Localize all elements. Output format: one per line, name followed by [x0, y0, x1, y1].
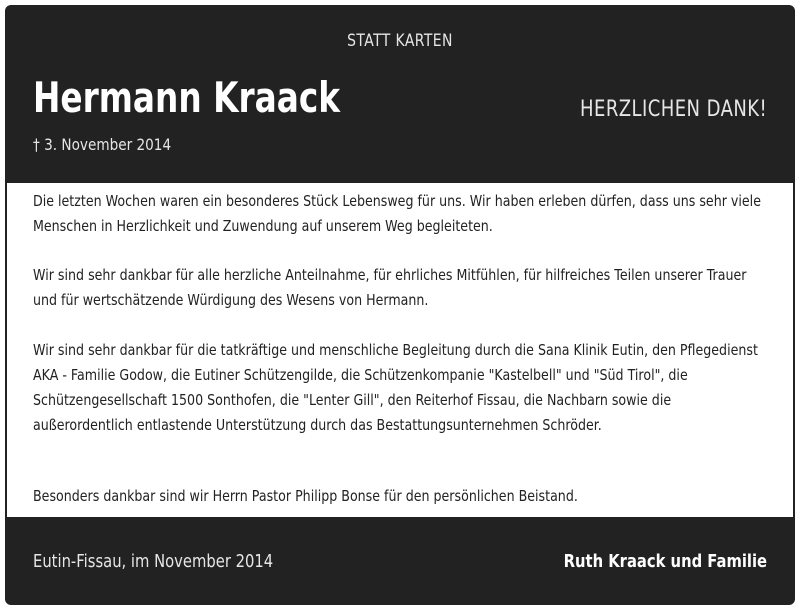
message-paragraph-2: Wir sind sehr dankbar für alle herzliche Anteilnahme, für ehrliches Mitfühlen, für hilfreiches Teilen unserer Trauer und für wertschätzende Würdigung des Wesens von Hermann. [33, 266, 747, 309]
message-paragraph-3: Wir sind sehr dankbar für die tatkräftige und menschliche Begleitung durch die Sana Klinik Eutin, den Pflegedienst AKA - Familie Godow, die Eutiner Schützengilde, die Schützenkompanie "Kastelbell" und "Süd Tirol", die Schützengesellschaft 1500 Sonthofen, die "Lenter Gill", den Reiterhof Fissau, die Nachbarn sowie die außerordentlich entlastende Unterstützung durch das Bestattungsunternehmen Schröder. [33, 341, 758, 434]
message-paragraph-4: Besonders dankbar sind wir Herrn Pastor Philipp Bonse für den persönlichen Beistand. [33, 487, 578, 505]
message-panel [7, 183, 793, 517]
place-and-date: Eutin-Fissau, im November 2014 [33, 551, 274, 572]
thanks-heading: HERZLICHEN DANK! [579, 97, 767, 122]
obituary-card [5, 5, 795, 605]
message-paragraph-1: Die letzten Wochen waren ein besonderes Stück Lebensweg für uns. Wir haben erleben dürfen, dass uns sehr viele Menschen in Herzlichkeit und Zuwendung auf unserem Weg begleiteten. [33, 192, 761, 235]
signature: Ruth Kraack und Familie [563, 551, 767, 572]
death-date: † 3. November 2014 [33, 135, 172, 154]
deceased-name: Hermann Kraack [33, 73, 341, 122]
statt-karten-label: STATT KARTEN [347, 31, 453, 51]
